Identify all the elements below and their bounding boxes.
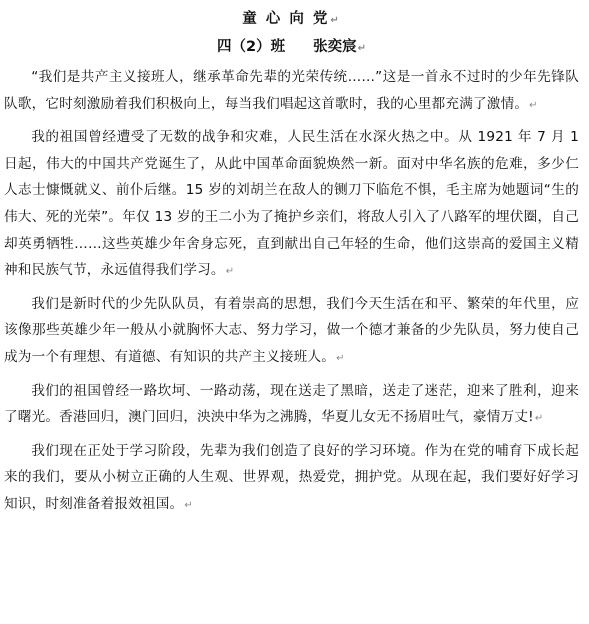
paragraph-1 (4, 64, 579, 119)
paragraph-text: 我们现在正处于学习阶段，先辈为我们创造了良好的学习环境。作为在党的哺育下成长起来的我们，要从小树立正确的人生观、世界观，热爱党，拥护党。从现在起，我们要好好学习知识，时刻准备着报效祖国。 (4, 442, 579, 512)
paragraph-text: “我们是共产主义接班人，继承革命先辈的光荣传统……”这是一首永不过时的少年先锋队队歌，它时刻激励着我们积极向上，每当我们唱起这首歌时，我的心里都充满了激情。 (4, 69, 579, 112)
paragraph-mark-icon: ↵ (184, 499, 193, 511)
paragraph-4 (4, 378, 579, 433)
paragraph-mark-icon: ↵ (336, 352, 345, 364)
document-title-text: 童 心 向 党 (242, 11, 330, 27)
author-name: 张奕宸 (313, 39, 357, 55)
paragraph-5 (4, 438, 579, 520)
document-byline (4, 32, 579, 62)
paragraph-text: 我的祖国曾经遭受了无数的战争和灾难，人民生活在水深火热之中。从 1921 年 7 月 1 日起，伟大的中国共产党诞生了，从此中国革命面貌焕然一新。面对中华名族的危难，多少仁人志士慷慨就义、前仆后继。15 岁的刘胡兰在敌人的铡刀下临危不惧，毛主席为她题词“生的伟大、死的光荣”。年仅 13 岁的王二小为了掩护乡亲们，将敌人引入了八路军的埋伏圈，自己却英勇牺牲……这些英雄少年舍身忘死，直到献出自己年轻的生命，他们这崇高的爱国主义精神和民族气节，永远值得我们学习。 (4, 129, 579, 279)
paragraph-mark-icon: ↵ (529, 99, 538, 111)
paragraph-mark-icon: ↵ (357, 43, 366, 54)
paragraph-mark-icon: ↵ (534, 413, 544, 425)
class-name: 四（2）班 (217, 39, 286, 55)
paragraph-2 (4, 124, 579, 286)
paragraph-mark-icon: ↵ (330, 15, 341, 26)
paragraph-3 (4, 291, 579, 373)
document-title (4, 6, 579, 32)
paragraph-text: 我们的祖国曾经一路坎坷、一路动荡，现在送走了黑暗，送走了迷茫，迎来了胜利，迎来了曙光。香港回归，澳门回归，泱泱中华为之沸腾，华夏儿女无不扬眉吐气，豪情万丈! (4, 382, 579, 426)
paragraph-text: 我们是新时代的少先队队员，有着崇高的思想，我们今天生活在和平、繁荣的年代里，应该像那些英雄少年一般从小就胸怀大志、努力学习，做一个德才兼备的少先队员，努力使自己成为一个有理想、有道德、有知识的共产主义接班人。 (4, 295, 579, 365)
paragraph-mark-icon: ↵ (225, 266, 235, 278)
